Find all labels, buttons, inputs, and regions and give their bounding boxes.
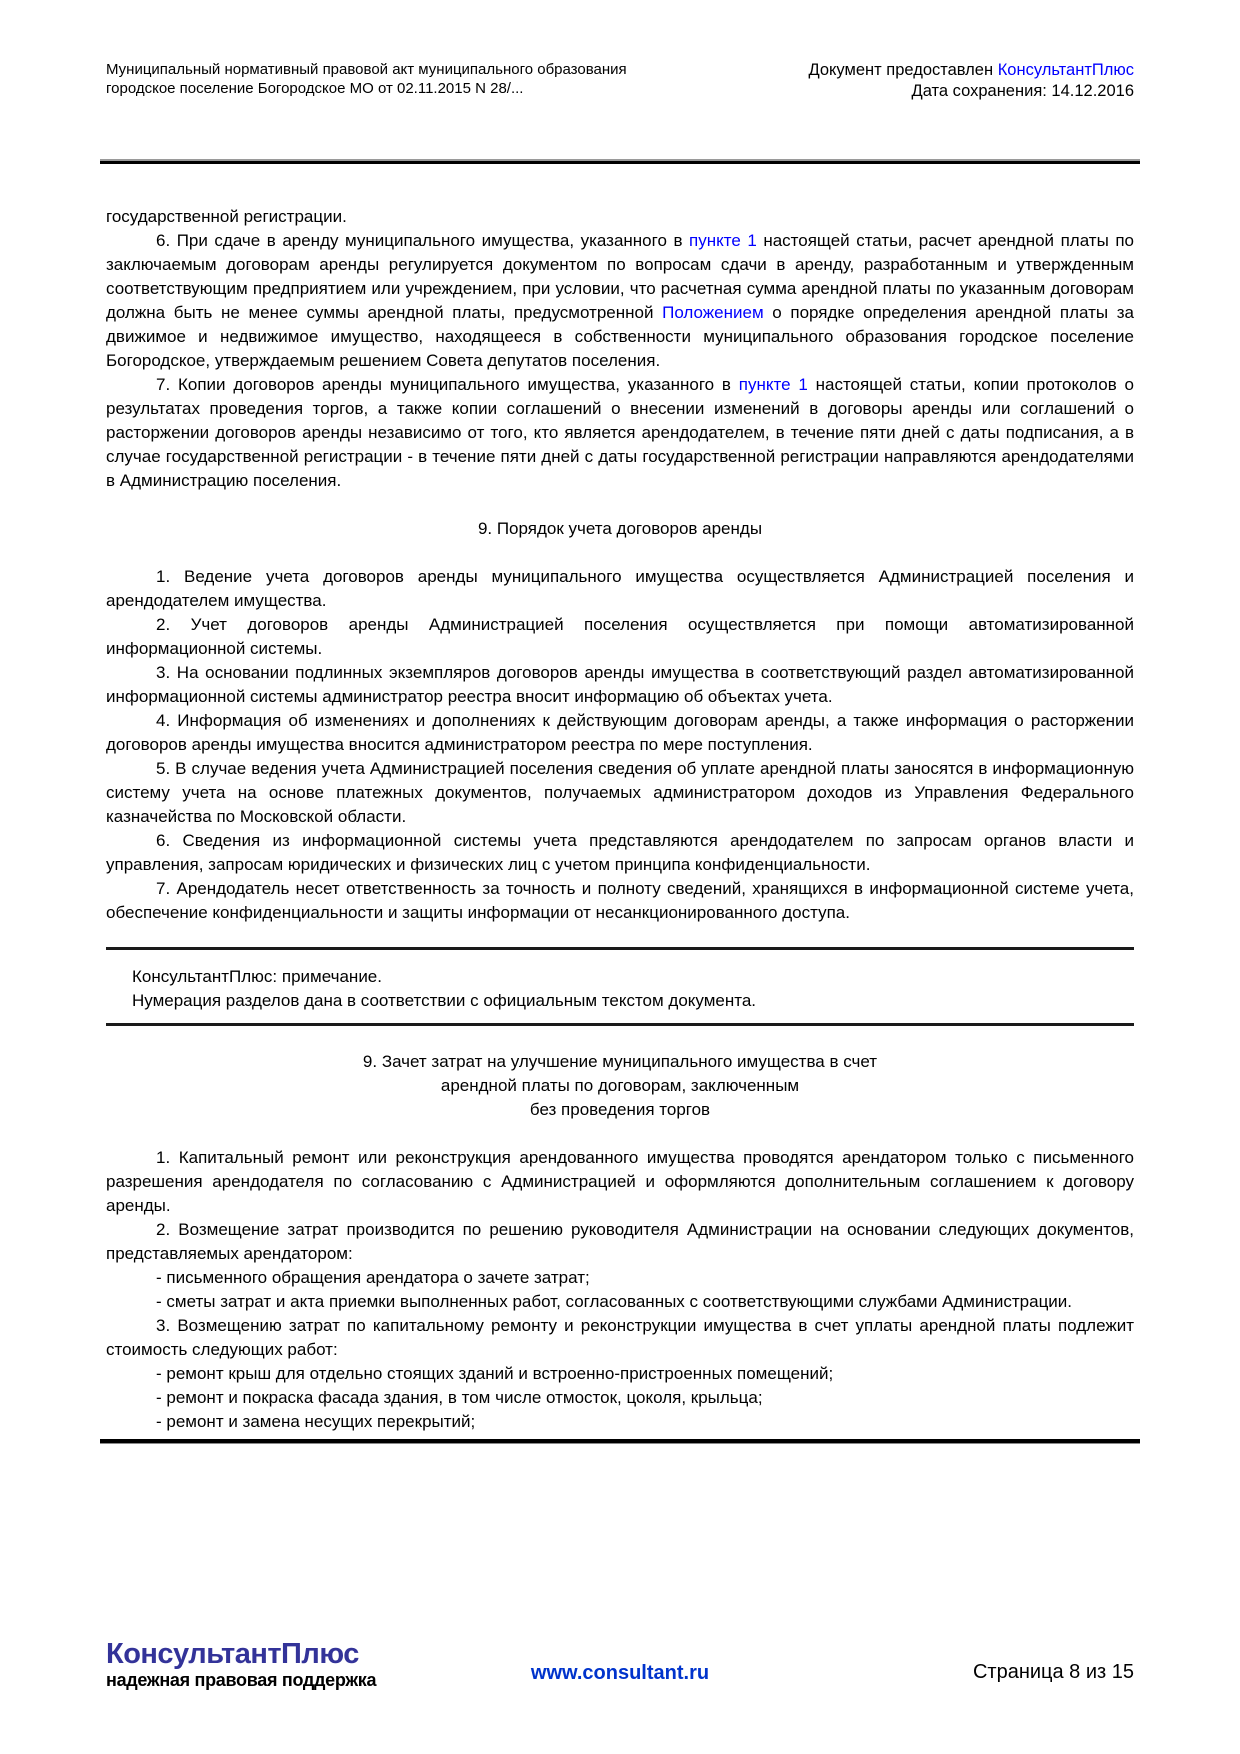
document-link[interactable]: Положением: [662, 303, 764, 322]
paragraph: - письменного обращения арендатора о зачете затрат;: [156, 1268, 590, 1287]
provided-by-line: [808, 60, 1134, 81]
page-footer: [106, 1638, 1134, 1722]
consultantplus-note: [106, 947, 1134, 1026]
document-title-line1: Муниципальный нормативный правовой акт муниципального образования: [106, 61, 627, 78]
consultantplus-logo: [106, 1638, 376, 1691]
paragraph: 7. Арендодатель несет ответственность за точность и полноту сведений, хранящихся в информационной системе учета, обеспечение конфиденциальности и защиты информации от несанкционированного доступа.: [106, 879, 1134, 922]
top-rule: [100, 159, 1140, 164]
page-header: [106, 0, 1134, 102]
provided-by-label: Документ предоставлен: [808, 61, 998, 79]
document-title-line2: городское поселение Богородское МО от 02.11.2015 N 28/...: [106, 80, 524, 97]
paragraph: 5. В случае ведения учета Администрацией поселения сведения об уплате арендной платы заносятся в информационную систему учета на основе платежных документов, получаемых администратором доходов из Управления Федерального казначейства по Московской области.: [106, 759, 1134, 826]
paragraph: 2. Учет договоров аренды Администрацией поселения осуществляется при помощи автоматизированной информационной системы.: [106, 615, 1134, 658]
document-title: [106, 60, 627, 102]
paragraph: - ремонт крыш для отдельно стоящих зданий и встроенно-пристроенных помещений;: [156, 1364, 834, 1383]
bottom-rule: [100, 1439, 1140, 1444]
header-provider-block: [808, 60, 1134, 102]
section-heading: [106, 517, 1134, 541]
save-date: Дата сохранения: 14.12.2016: [911, 82, 1134, 100]
page-number: Страница 8 из 15: [972, 1661, 1134, 1683]
consultantplus-header-link[interactable]: КонсультантПлюс: [997, 61, 1134, 79]
paragraph: 3. На основании подлинных экземпляров договоров аренды имущества в соответствующий раздел автоматизированной информационной системы администратор реестра вносит информацию об объектах учета.: [106, 663, 1134, 706]
section-heading-line: без проведения торгов: [529, 1100, 711, 1119]
section-heading-line: 9. Зачет затрат на улучшение муниципального имущества в счет: [362, 1052, 878, 1071]
document-link[interactable]: пункте 1: [689, 231, 757, 250]
paragraph: 6. При сдаче в аренду муниципального имущества, указанного в пункте 1 настоящей статьи, расчет арендной платы по заключаемым договорам аренды регулируется документом по вопросам сдачи в аренду, разработанным и утвержденным соответствующим предприятием или учреждением, при условии, что расчетная сумма арендной платы по указанным договорам должна быть не менее суммы арендной платы, предусмотренной Положением о порядке определения арендной платы за движимое и недвижимое имущество, находящееся в собственности муниципального образования городское поселение Богородское, утверждаемым решением Совета депутатов поселения.: [106, 231, 1134, 370]
consultantplus-note-line: Нумерация разделов дана в соответствии с официальным текстом документа.: [132, 991, 757, 1010]
paragraph: 4. Информация об изменениях и дополнениях к действующим договорам аренды, а также информация о расторжении договоров аренды имущества вносится администратором реестра по мере поступления.: [106, 711, 1134, 754]
paragraph: 1. Капитальный ремонт или реконструкция арендованного имущества проводятся арендатором только с письменного разрешения арендодателя по согласованию с Администрацией и оформляются дополнительным соглашением к договору аренды.: [106, 1148, 1134, 1215]
paragraph: 3. Возмещению затрат по капитальному ремонту и реконструкции имущества в счет уплаты арендной платы подлежит стоимость следующих работ:: [106, 1316, 1134, 1359]
section-heading-line: 9. Порядок учета договоров аренды: [477, 519, 763, 538]
consultantplus-logo-tagline: надежная правовая поддержка: [106, 1670, 377, 1690]
paragraph: 7. Копии договоров аренды муниципального имущества, указанного в пункте 1 настоящей статьи, копии протоколов о результатах проведения торгов, а также копии соглашений о внесении изменений в договоры аренды или соглашений о расторжении договоров аренды независимо от того, кто является арендодателем, в течение пяти дней с даты подписания, а в случае государственной регистрации - в течение пяти дней с даты государственной регистрации направляются арендодателями в Администрацию поселения.: [106, 375, 1135, 490]
paragraph: 6. Сведения из информационной системы учета представляются арендодателем по запросам органов власти и управления, запросам юридических и физических лиц с учетом принципа конфиденциальности.: [106, 831, 1134, 874]
paragraph: 1. Ведение учета договоров аренды муниципального имущества осуществляется Администрацией поселения и арендодателем имущества.: [106, 567, 1134, 610]
paragraph: - сметы затрат и акта приемки выполненных работ, согласованных с соответствующими службами Администрации.: [156, 1292, 1073, 1311]
consultantplus-logo-title: КонсультантПлюс: [106, 1638, 359, 1670]
paragraph: государственной регистрации.: [106, 207, 347, 226]
paragraph: - ремонт и покраска фасада здания, в том числе отмосток, цоколя, крыльца;: [156, 1388, 763, 1407]
document-link[interactable]: пункте 1: [738, 375, 808, 394]
document-body: [106, 205, 1134, 1434]
consultantplus-note-line: КонсультантПлюс: примечание.: [132, 967, 382, 986]
paragraph: - ремонт и замена несущих перекрытий;: [156, 1412, 476, 1431]
section-heading: [106, 1050, 1134, 1122]
paragraph: 2. Возмещение затрат производится по решению руководителя Администрации на основании следующих документов, представляемых арендатором:: [106, 1220, 1134, 1263]
consultant-website-link[interactable]: www.consultant.ru: [530, 1662, 710, 1684]
section-heading-line: арендной платы по договорам, заключенным: [440, 1076, 800, 1095]
